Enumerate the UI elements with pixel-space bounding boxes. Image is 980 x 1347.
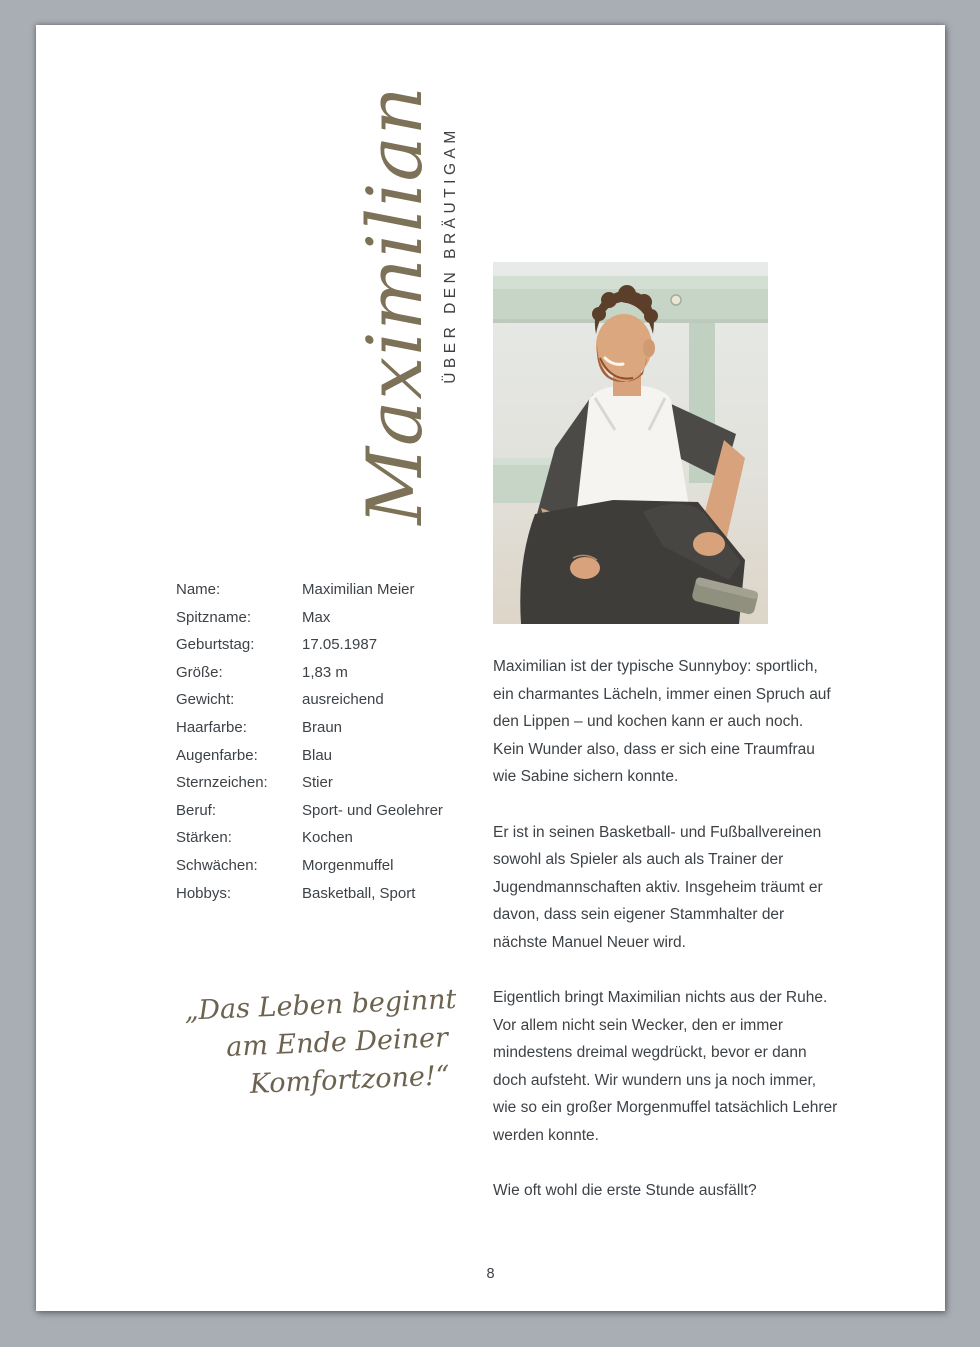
fact-label: Spitzname: [176,608,252,626]
paragraph-closing-question: Wie oft wohl die erste Stunde ausfällt? [493,1182,757,1199]
fact-label: Augenfarbe: [176,746,258,764]
fact-value: Basketball, Sport [302,884,416,902]
groom-photo [493,262,768,624]
quote-line: am Ende Deiner [225,1022,449,1063]
fact-row-geburtstag [176,631,486,659]
motto-quote-script [183,981,457,1106]
groom-facts-list [176,576,486,907]
fact-value: Maximilian Meier [302,581,415,598]
fact-row-augenfarbe [176,742,486,770]
fact-row-haarfarbe [176,714,486,742]
fact-label: Sternzeichen: [176,774,268,792]
groom-name-script-title: Maximilian [350,85,439,525]
fact-row-name [176,576,486,604]
fact-value: 17.05.1987 [302,636,378,654]
fact-label: Name: [176,581,221,598]
fact-row-gewicht [176,686,486,714]
fact-label: Hobbys: [176,884,232,902]
fact-value: Stier [302,774,333,792]
fact-value: ausreichend [302,691,384,709]
fact-value: Braun [302,718,343,736]
fact-value: Max [302,608,331,626]
fact-row-hobbys [176,880,486,908]
quote-line: „Das Leben beginnt [183,983,457,1027]
groom-portrait-photo-illustration [493,262,768,624]
fact-value: Blau [302,746,333,764]
fact-label: Geburtstag: [176,636,255,654]
fact-row-schwaechen [176,852,486,880]
quote-line: Komfortzone!“ [249,1060,451,1100]
fact-value: Morgenmuffel [302,856,394,874]
groom-description-text [493,653,838,1233]
fact-value: Kochen [302,829,353,847]
paragraph-morning: Eigentlich bringt Maximilian nichts aus der Ruhe. Vor allem nicht sein Wecker, den er immer mindestens dreimal wegdrückt, bevor er dann doch aufsteht. Wir wundern uns ja noch immer, wie so ein großer Morgenmuffel tatsächlich Lehrer werden konnte. [493,989,838,1144]
fact-row-groesse [176,659,486,687]
fact-label: Größe: [176,663,223,681]
fact-label: Schwächen: [176,856,258,874]
fact-row-beruf [176,797,486,825]
fact-label: Beruf: [176,801,217,819]
section-kicker: ÜBER DEN BRÄUTIGAM [442,126,459,384]
fact-label: Gewicht: [176,691,235,709]
fact-label: Haarfarbe: [176,718,247,736]
fact-row-staerken [176,824,486,852]
fact-label: Stärken: [176,829,232,847]
page-number: 8 [486,1266,495,1282]
fact-row-spitzname [176,604,486,632]
paragraph-sports: Er ist in seinen Basketball- und Fußballvereinen sowohl als Spieler als auch als Trainer der Jugendmannschaften aktiv. Insgeheim träumt er davon, dass sein eigener Stammhalter der nächste Manuel Neuer wird. [493,823,823,951]
paragraph-intro: Maximilian ist der typische Sunnyboy: sportlich, ein charmantes Lächeln, immer einen Spruch auf den Lippen – und kochen kann er auch noch. Kein Wunder also, dass er sich eine Traumfrau wie Sabine sichern konnte. [493,658,831,785]
fact-value: 1,83 m [302,663,348,681]
document-page [36,25,945,1311]
fact-row-sternzeichen [176,769,486,797]
fact-value: Sport- und Geolehrer [302,801,443,819]
